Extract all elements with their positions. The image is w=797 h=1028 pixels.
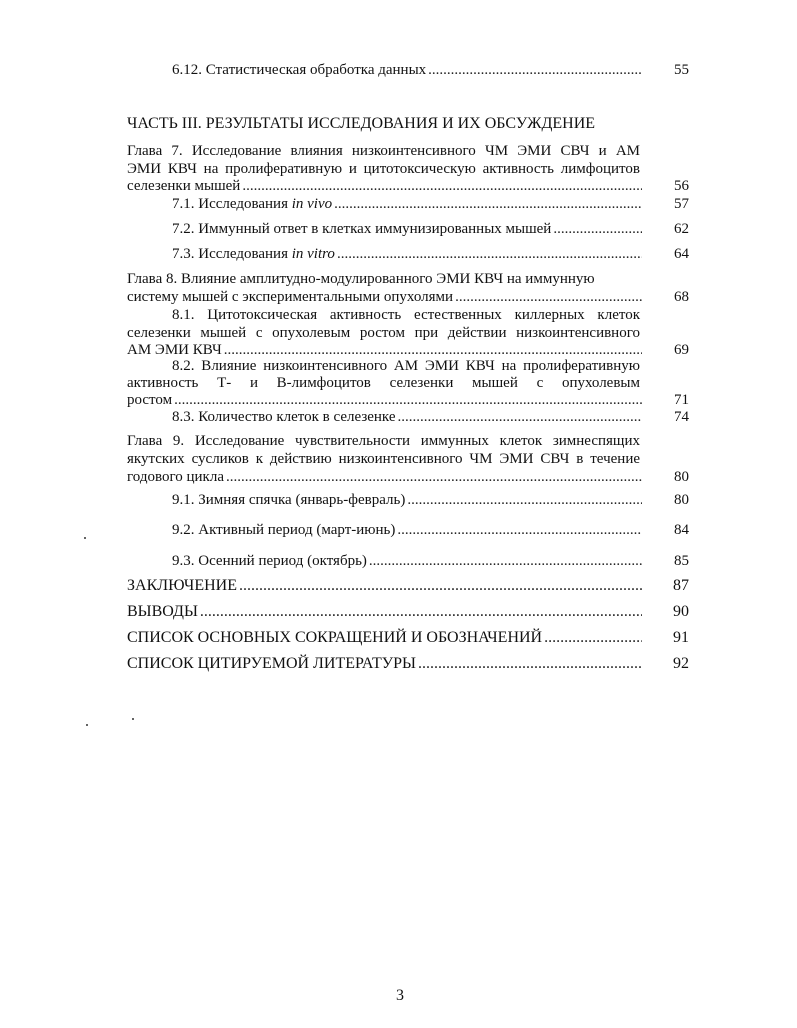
toc-page-number: 92 xyxy=(673,655,689,672)
toc-entry-label: 7.2. Иммунный ответ в клетках иммунизированных мышей xyxy=(172,221,552,237)
toc-entry-label: 7.1. Исследования in vivo xyxy=(172,196,333,212)
toc-entry-8-2-line-2[interactable]: активность Т- и В-лимфоцитов селезенки мышей с опухолевым xyxy=(127,375,640,391)
page-number: 3 xyxy=(396,987,404,1004)
toc-page-number: 56 xyxy=(674,178,689,194)
toc-chapter-7-line-2[interactable]: ЭМИ КВЧ на пролиферативную и цитотоксическую активность лимфоцитов xyxy=(127,161,640,177)
toc-entry-label: ЗАКЛЮЧЕНИЕ xyxy=(127,577,237,594)
toc-page-number: 91 xyxy=(673,629,689,646)
toc-entry-label: СПИСОК ЦИТИРУЕМОЙ ЛИТЕРАТУРЫ xyxy=(127,655,416,672)
toc-chapter-7[interactable] xyxy=(127,178,644,195)
toc-entry-label: годового цикла xyxy=(127,469,224,485)
toc-chapter-8-line-1[interactable]: Глава 8. Влияние амплитудно-модулированного ЭМИ КВЧ на иммунную xyxy=(127,271,595,287)
toc-chapter-8[interactable] xyxy=(127,289,644,306)
toc-references[interactable] xyxy=(127,655,644,673)
toc-entry-label: ростом xyxy=(127,392,173,408)
dot-leader xyxy=(200,603,642,621)
toc-page-number: 90 xyxy=(673,603,689,620)
dot-leader xyxy=(174,392,642,409)
toc-entry-label: ВЫВОДЫ xyxy=(127,603,198,620)
dot-leader xyxy=(242,178,642,195)
toc-entry-8-2-line-1[interactable]: 8.2. Влияние низкоинтенсивного АМ ЭМИ КВЧ на пролиферативную xyxy=(172,358,640,374)
toc-entry-label: СПИСОК ОСНОВНЫХ СОКРАЩЕНИЙ И ОБОЗНАЧЕНИЙ xyxy=(127,629,543,646)
toc-entry-7-3[interactable] xyxy=(172,246,644,263)
toc-entry-8-2[interactable] xyxy=(127,392,644,409)
toc-page-number: 71 xyxy=(674,392,689,408)
toc-page-number: 68 xyxy=(674,289,689,305)
toc-entry-label: систему мышей с экспериментальными опухолями xyxy=(127,289,454,305)
toc-page-number: 64 xyxy=(674,246,689,262)
dot-leader xyxy=(226,469,642,486)
toc-entry-9-1[interactable] xyxy=(172,492,644,509)
dot-leader xyxy=(455,289,642,306)
toc-page-number: 74 xyxy=(674,409,689,425)
toc-chapter-7-line-1[interactable]: Глава 7. Исследование влияния низкоинтенсивного ЧМ ЭМИ СВЧ и АМ xyxy=(127,143,640,159)
toc-entry-label: 9.2. Активный период (март-июнь) xyxy=(172,522,396,538)
toc-page-number: 57 xyxy=(674,196,689,212)
toc-chapter-9[interactable] xyxy=(127,469,644,486)
toc-page-number: 85 xyxy=(674,553,689,569)
dot-leader xyxy=(544,629,642,647)
toc-page-number: 80 xyxy=(674,492,689,508)
dot-leader xyxy=(553,221,642,238)
dot-leader xyxy=(337,246,642,263)
toc-page-number: 84 xyxy=(674,522,689,538)
toc-page-number: 62 xyxy=(674,221,689,237)
dot-leader xyxy=(239,577,642,595)
toc-entry-8-1-line-1[interactable]: 8.1. Цитотоксическая активность естественных киллерных клеток xyxy=(172,307,640,323)
dot-leader xyxy=(224,342,642,359)
toc-chapter-9-line-2[interactable]: якутских сусликов к действию низкоинтенсивного ЧМ ЭМИ СВЧ в течение xyxy=(127,451,640,467)
toc-entry-label: 9.3. Осенний период (октябрь) xyxy=(172,553,367,569)
dot-leader xyxy=(407,492,642,509)
toc-page-number: 80 xyxy=(674,469,689,485)
toc-entry-label: 7.3. Исследования in vitro xyxy=(172,246,335,262)
dot-leader xyxy=(428,62,642,79)
toc-entry-7-2[interactable] xyxy=(172,221,644,238)
toc-entry-label: селезенки мышей xyxy=(127,178,241,194)
dot-leader xyxy=(334,196,642,213)
toc-entry-6-12[interactable] xyxy=(172,62,644,79)
toc-entry-8-1[interactable] xyxy=(127,342,644,359)
toc-entry-9-2[interactable] xyxy=(172,522,644,539)
toc-abbreviations[interactable] xyxy=(127,629,644,647)
italic-term: in vivo xyxy=(291,196,333,212)
toc-conclusion[interactable] xyxy=(127,577,644,595)
toc-entry-label: 8.3. Количество клеток в селезенке xyxy=(172,409,396,425)
scan-speck xyxy=(132,718,134,720)
toc-entry-7-1[interactable] xyxy=(172,196,644,213)
toc-entry-8-3[interactable] xyxy=(172,409,644,426)
toc-page-number: 55 xyxy=(674,62,689,78)
toc-chapter-9-line-1[interactable]: Глава 9. Исследование чувствительности иммунных клеток зимнеспящих xyxy=(127,433,640,449)
dot-leader xyxy=(398,409,642,426)
toc-page-number: 69 xyxy=(674,342,689,358)
toc-entry-label: АМ ЭМИ КВЧ xyxy=(127,342,222,358)
scan-speck xyxy=(86,724,88,726)
toc-page-number: 87 xyxy=(673,577,689,594)
dot-leader xyxy=(397,522,642,539)
toc-entry-8-1-line-2[interactable]: селезенки мышей с опухолевым ростом при действии низкоинтенсивного xyxy=(127,325,640,341)
dot-leader xyxy=(369,553,642,570)
scan-speck xyxy=(84,537,86,539)
toc-entry-label: 6.12. Статистическая обработка данных xyxy=(172,62,427,78)
italic-term: in vitro xyxy=(291,246,335,262)
toc-entry-label: 9.1. Зимняя спячка (январь-февраль) xyxy=(172,492,406,508)
toc-findings[interactable] xyxy=(127,603,644,621)
dot-leader xyxy=(418,655,642,673)
toc-entry-9-3[interactable] xyxy=(172,553,644,570)
part-title: ЧАСТЬ III. РЕЗУЛЬТАТЫ ИССЛЕДОВАНИЯ И ИХ ОБСУЖДЕНИЕ xyxy=(127,115,596,132)
